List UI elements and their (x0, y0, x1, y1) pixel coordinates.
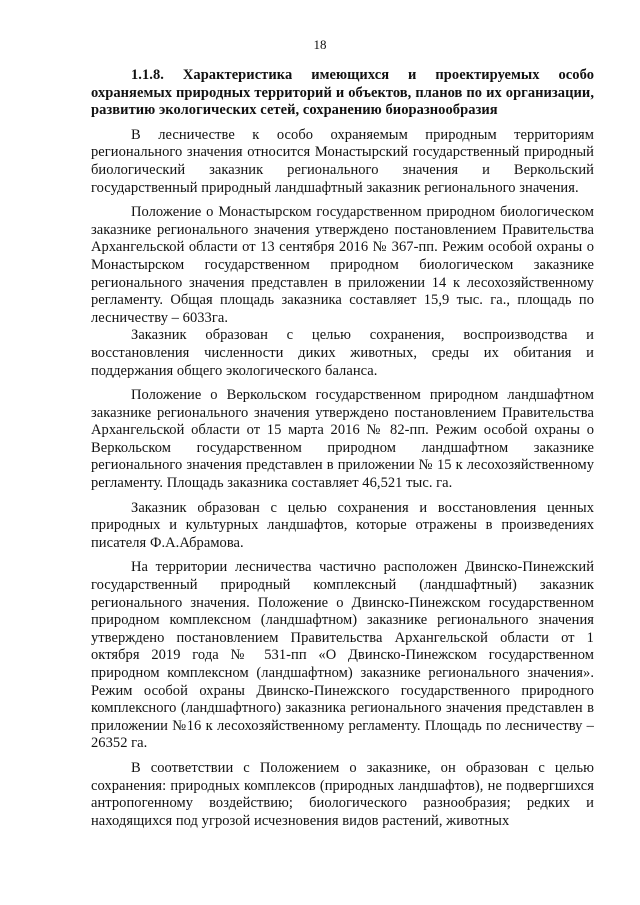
document-body (91, 67, 594, 830)
section-heading: 1.1.8. Характеристика имеющихся и проектируемых особо охраняемых природных территорий и объектов, планов по их организации, развитию экологических сетей, сохранению биоразнообразия (91, 67, 594, 119)
paragraph-verkolsky-regulation: Положение о Веркольском государственном природном ландшафтном заказнике регионального значения утверждено постановлением Правительства Архангельской области от 15 марта 2016 № 82-пп. Режим особой охраны о Веркольском государственном природном ландшафтном заказнике регионального значения представлен в приложении № 15 к лесохозяйственному регламенту. Площадь заказника составляет 46,521 тыс. га. (91, 387, 594, 492)
paragraph-monastyrsky-purpose: Заказник образован с целью сохранения, воспроизводства и восстановления численности диких животных, среды их обитания и поддержания общего экологического баланса. (91, 327, 594, 379)
paragraph-forest-oopt-intro: В лесничестве к особо охраняемым природным территориям регионального значения относится Монастырский государственный природный биологический заказник регионального значения и Веркольский государственный природный ландшафтный заказник регионального значения. (91, 126, 594, 196)
paragraph-dvinsko-pinezhsky: На территории лесничества частично расположен Двинско-Пинежский государственный природный комплексный (ландшафтный) заказник регионального значения. Положение о Двинско-Пинежском государственном природном комплексном (ландшафтном) заказнике регионального значения утверждено постановлением Правительства Архангельской области от 1 октября 2019 года № 531-пп «О Двинско-Пинежском государственном природном комплексном (ландшафтном) заказнике регионального значения». Режим особой охраны Двинско-Пинежского государственного природного комплексного (ландшафтного) заказника регионального значения представлен в приложении №16 к лесохозяйственному регламенту. Площадь по лесничеству – 26352 га. (91, 559, 594, 752)
paragraph-reserve-purpose: В соответствии с Положением о заказнике, он образован с целью сохранения: природных комплексов (природных ландшафтов), не подвергшихся антропогенному воздействию; биологического разнообразия; редких и находящихся под угрозой исчезновения видов растений, животных (91, 759, 594, 829)
paragraph-monastyrsky-regulation: Положение о Монастырском государственном природном биологическом заказнике регионального значения утверждено постановлением Правительства Архангельской области от 13 сентября 2016 № 367-пп. Режим особой охраны о Монастырском государственном природном биологическом заказнике регионального значения представлен в приложении 14 к лесохозяйственному регламенту. Общая площадь заказника составляет 15,9 тыс. га., площадь по лесничеству – 6033га. (91, 204, 594, 326)
page-number: 18 (313, 37, 327, 52)
paragraph-verkolsky-purpose: Заказник образован с целью сохранения и восстановления ценных природных и культурных ландшафтов, которые отражены в произведениях писателя Ф.А.Абрамова. (91, 499, 594, 551)
